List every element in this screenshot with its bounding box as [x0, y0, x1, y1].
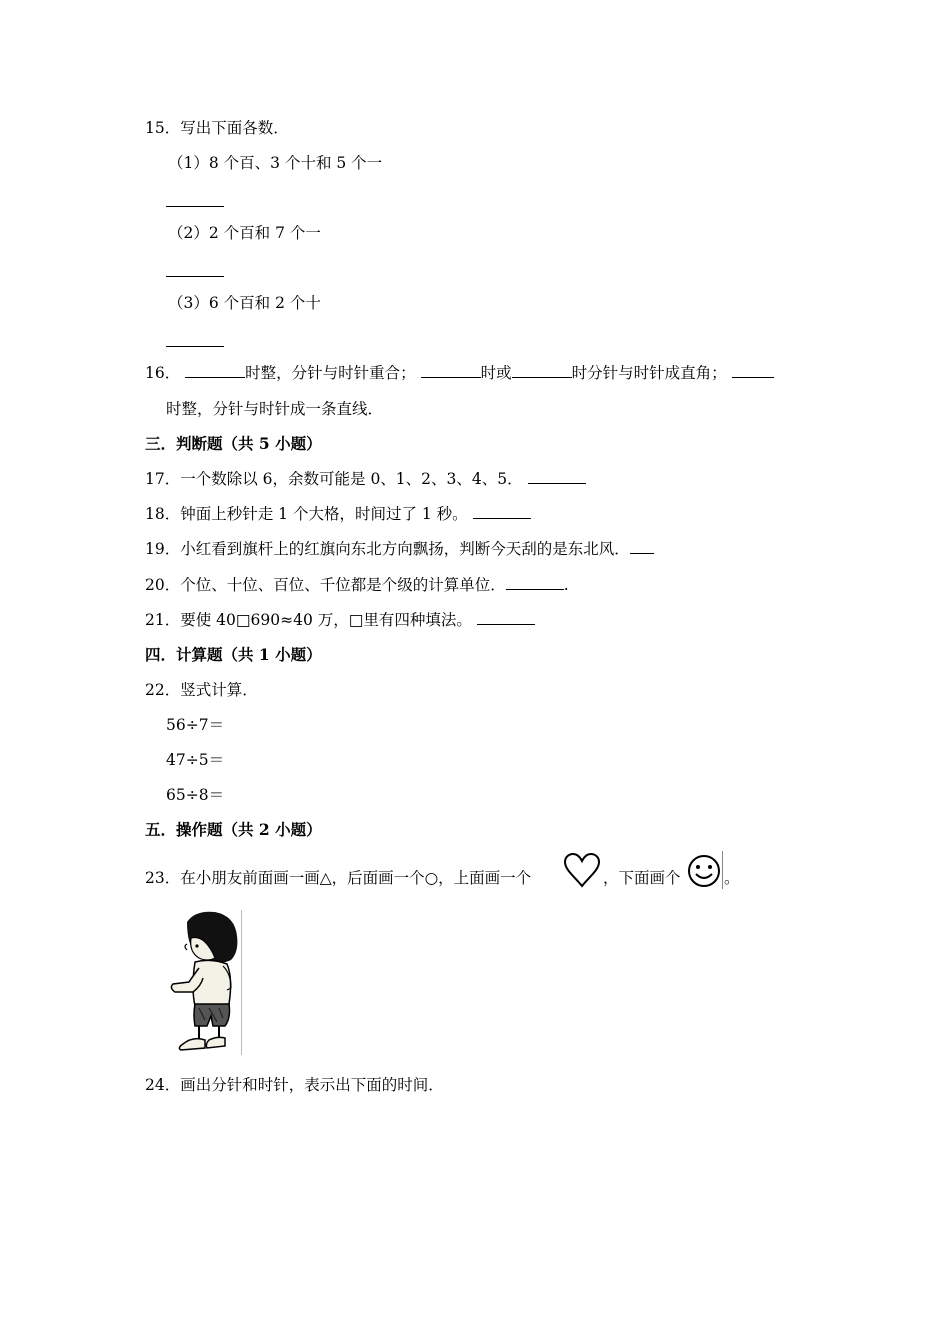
q15-answer-blank-2[interactable]	[166, 276, 224, 277]
q16-number: 16．	[145, 364, 181, 382]
q22-expr-1: 56÷7＝	[166, 716, 225, 734]
q17-row	[145, 469, 586, 489]
q17-blank[interactable]	[528, 469, 586, 484]
q19-row	[145, 539, 654, 559]
q22-stem: 22．竖式计算．	[145, 681, 258, 699]
heart-outline-icon	[563, 853, 601, 889]
illustration-border	[241, 910, 242, 1055]
q16-blank-2[interactable]	[421, 363, 481, 378]
q23-text-a: 23．在小朋友前面画一画△，后面画一个○，上面画一个	[145, 869, 532, 887]
q15-answer-blank-1[interactable]	[166, 206, 224, 207]
q20-text: 20．个位、十位、百位、千位都是个级的计算单位．	[145, 576, 506, 594]
q18-blank[interactable]	[473, 504, 531, 519]
q21-text: 21．要使 40□690≈40 万，□里有四种填法。	[145, 611, 472, 629]
q20-blank[interactable]	[506, 575, 564, 590]
q23-text-b: ，下面画个	[603, 869, 681, 887]
q20-row	[145, 575, 569, 595]
q21-row	[145, 610, 535, 630]
cursor-bar	[722, 851, 723, 889]
q18-text: 18．钟面上秒针走 1 个大格，时间过了 1 秒。	[145, 505, 468, 523]
q23-row	[145, 868, 531, 888]
q15-stem: 15．写出下面各数．	[145, 119, 289, 137]
section-3-heading: 三．判断题（共 5 小题）	[145, 434, 322, 453]
q16-blank-1[interactable]	[185, 363, 245, 378]
q15-part3: （3）6 个百和 2 个十	[168, 294, 321, 312]
q22-expr-3: 65÷8＝	[166, 786, 225, 804]
section-4-heading: 四．计算题（共 1 小题）	[145, 645, 322, 664]
q21-blank[interactable]	[477, 610, 535, 625]
q16-blank-3[interactable]	[512, 363, 572, 378]
q19-blank[interactable]	[630, 539, 654, 554]
smiley-face-icon	[686, 853, 722, 889]
q15-part1: （1）8 个百、3 个十和 5 个一	[168, 154, 383, 172]
boy-figure-illustration	[165, 908, 243, 1058]
q20-end: .	[563, 576, 569, 594]
q16-text-1: 时整，分针与时针重合；	[245, 364, 416, 382]
q16-line2: 时整，分针与时针成一条直线．	[166, 400, 384, 418]
q16-line1	[145, 363, 774, 383]
section-5-heading: 五．操作题（共 2 小题）	[145, 820, 322, 839]
q19-text: 19．小红看到旗杆上的红旗向东北方向飘扬，判断今天刮的是东北风．	[145, 540, 630, 558]
q16-text-2: 时或	[480, 364, 512, 382]
q15-answer-blank-3[interactable]	[166, 346, 224, 347]
q22-expr-2: 47÷5＝	[166, 751, 225, 769]
q16-text-3: 时分针与时针成直角；	[571, 364, 727, 382]
q15-part2: （2）2 个百和 7 个一	[168, 224, 321, 242]
q17-text: 17．一个数除以 6，余数可能是 0、1、2、3、4、5．	[145, 470, 523, 488]
q16-blank-4[interactable]	[732, 363, 774, 378]
q23-text-c: 。	[724, 869, 740, 887]
q24-text: 24．画出分针和时针，表示出下面的时间．	[145, 1076, 444, 1094]
q18-row	[145, 504, 531, 524]
